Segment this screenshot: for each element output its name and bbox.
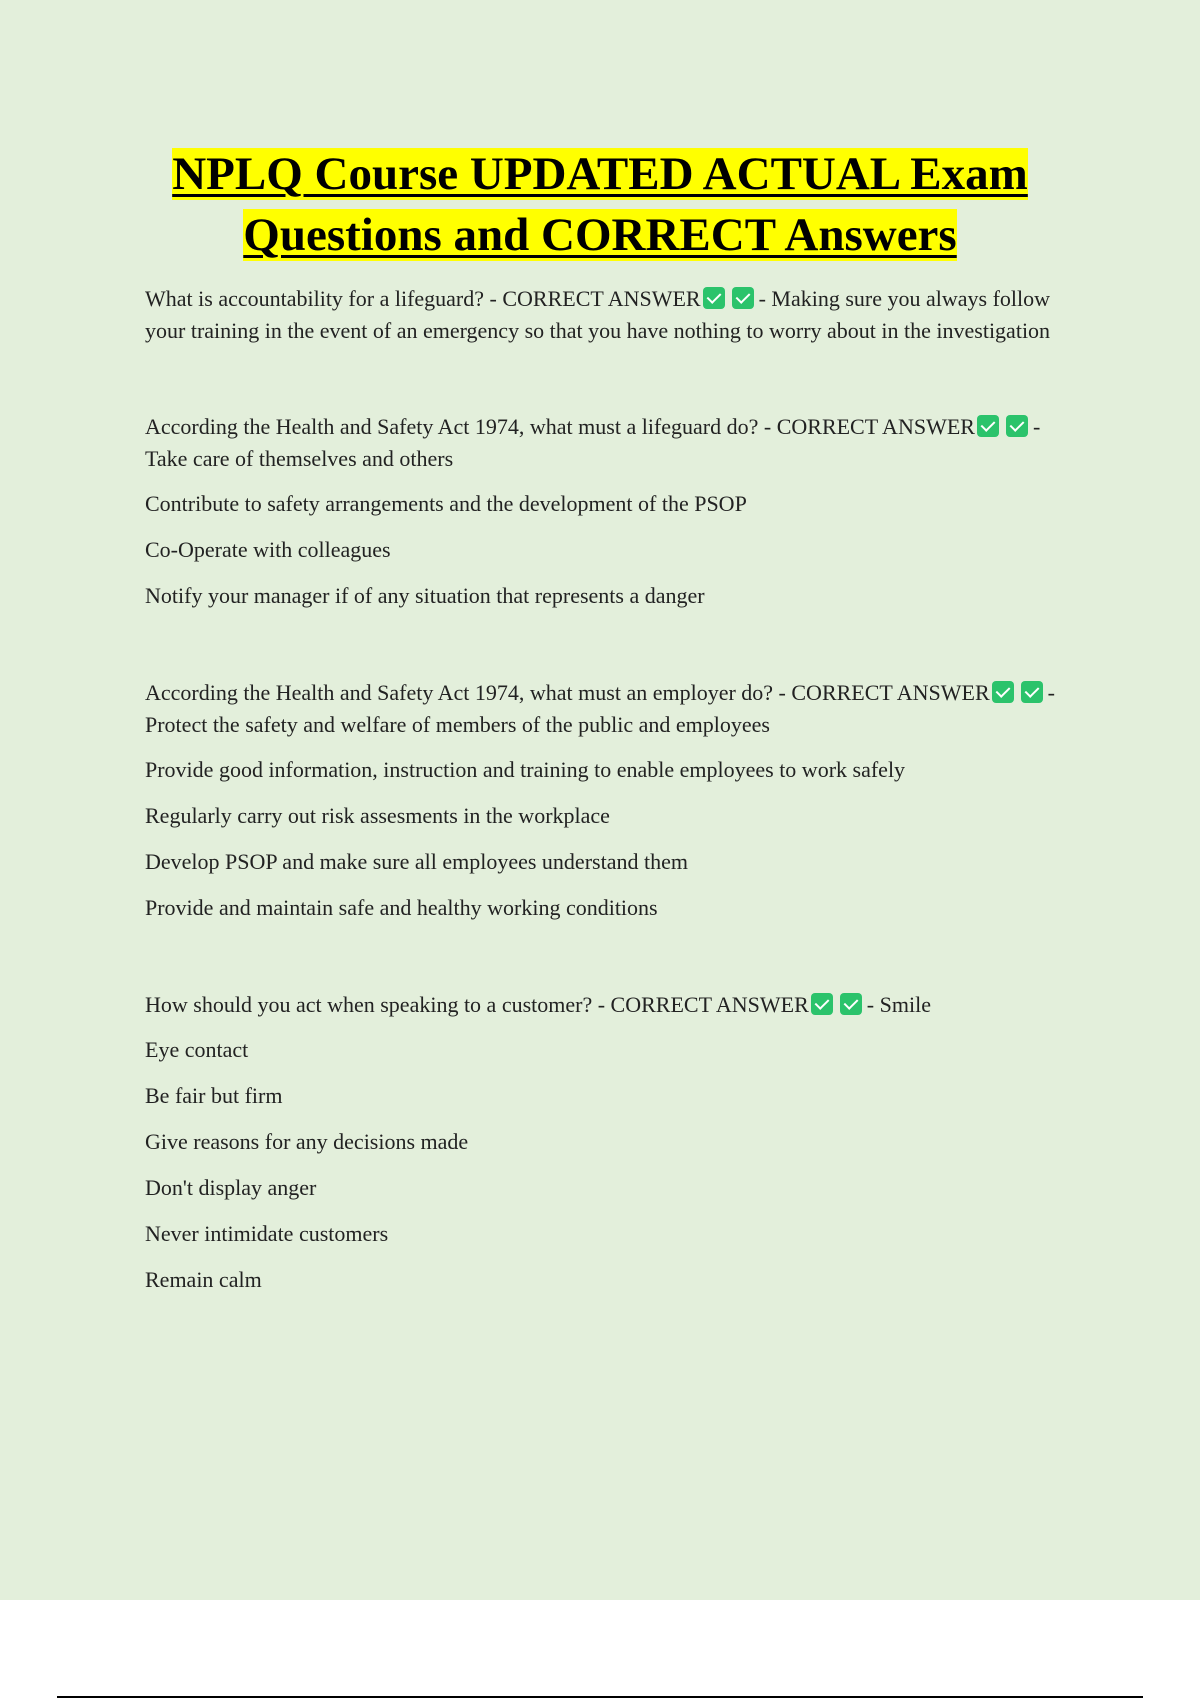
title-line-1: NPLQ Course UPDATED ACTUAL Exam [172,148,1028,200]
question-line [145,989,1085,1021]
answer-line: Contribute to safety arrangements and the development of the PSOP [145,491,747,516]
answer-line: Develop PSOP and make sure all employees understand them [145,849,688,874]
check-mark-icon [732,287,754,309]
answer-line: Provide and maintain safe and healthy working conditions [145,895,658,920]
answer-line: Regularly carry out risk assesments in the workplace [145,803,610,828]
check-mark-icon [977,415,999,437]
question-text: How should you act when speaking to a customer? - CORRECT ANSWER [145,992,809,1017]
answer-line: Remain calm [145,1267,262,1292]
answer-line: Be fair but firm [145,1083,283,1108]
question-line [145,411,1085,475]
qa-block [145,989,1085,1297]
answer-line: Provide good information, instruction and training to enable employees to work safely [145,757,906,782]
question-text: According the Health and Safety Act 1974, what must an employer do? - CORRECT ANSWER [145,680,990,705]
check-mark-icon [1021,681,1043,703]
answer-line: Co-Operate with colleagues [145,537,391,562]
question-line [145,677,1085,741]
answer-line: Never intimidate customers [145,1221,389,1246]
check-mark-icon [811,993,833,1015]
document-title [100,144,1100,266]
check-mark-icon [992,681,1014,703]
answer-text: - Smile [866,992,931,1017]
question-line [145,283,1085,347]
answer-text: - Take care of themselves and others [145,414,1041,471]
answer-line: Eye contact [145,1037,249,1062]
title-line-2: Questions and CORRECT Answers [243,209,957,261]
answer-text: - Making sure you always follow your training in the event of an emergency so that you have nothing to worry about in the investigation [145,286,1051,343]
question-text: According the Health and Safety Act 1974, what must a lifeguard do? - CORRECT ANSWER [145,414,975,439]
check-mark-icon [1006,415,1028,437]
answer-line: Don't display anger [145,1175,317,1200]
answer-line: Give reasons for any decisions made [145,1129,469,1154]
answer-line: Notify your manager if of any situation that represents a danger [145,583,705,608]
footer-divider [57,1696,1143,1698]
question-text: What is accountability for a lifeguard? - CORRECT ANSWER [145,286,701,311]
qa-block [145,411,1085,613]
answer-text: - Protect the safety and welfare of members of the public and employees [145,680,1055,737]
qa-block [145,283,1085,347]
qa-block [145,677,1085,925]
check-mark-icon [840,993,862,1015]
qa-content [145,283,1085,1297]
check-mark-icon [703,287,725,309]
